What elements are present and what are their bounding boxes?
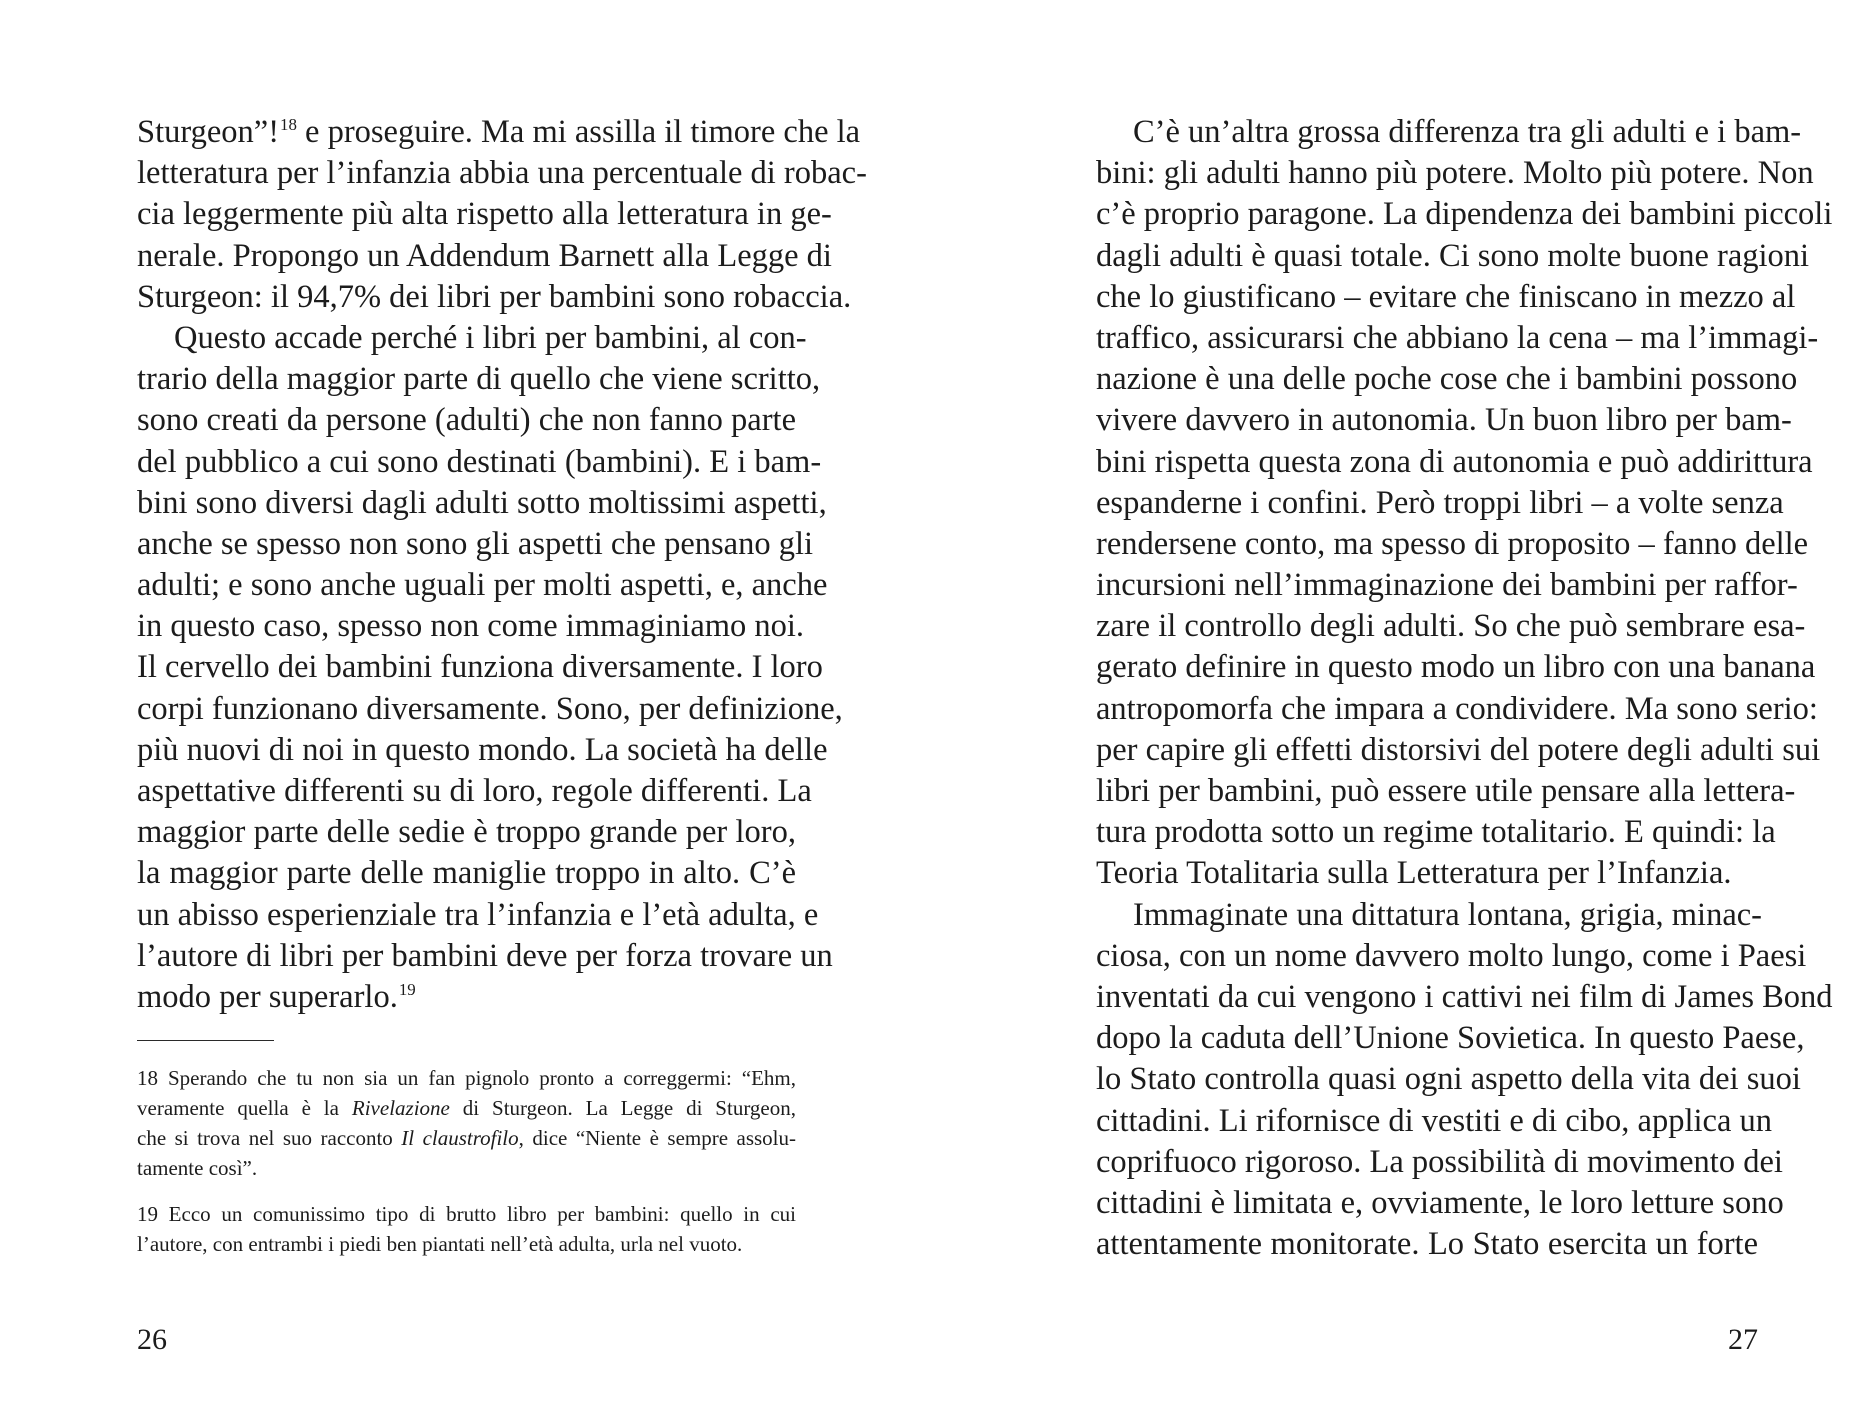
text-line: vivere davvero in autonomia. Un buon libro per bam- [1096,402,1792,439]
text-line: lo Stato controlla quasi ogni aspetto della vita dei suoi [1096,1061,1801,1098]
text-line: cittadini è limitata e, ovviamente, le loro letture sono [1096,1184,1784,1221]
left-paragraph-2 [137,318,843,1018]
text-line: Immaginate una dittatura lontana, grigia, minac- [1133,896,1763,933]
text-line: che lo giustificano – evitare che finiscano in mezzo al [1096,278,1796,315]
right-paragraph-2 [1096,895,1833,1266]
text-line: C’è un’altra grossa differenza tra gli adulti e i bam- [1133,114,1802,150]
text-line: per capire gli effetti distorsivi del potere degli adulti sui [1096,731,1821,768]
text-line: bini rispetta questa zona di autonomia e può addirittura [1096,443,1813,480]
text-line: Sturgeon: il 94,7% dei libri per bambini sono robaccia. [137,278,852,315]
text-line: Teoria Totalitaria sulla Letteratura per l’Infanzia. [1096,855,1732,892]
left-body-text [137,112,867,1018]
text-line: nazione è una delle poche cose che i bambini possono [1096,361,1798,398]
right-page [936,0,1872,1415]
footnote-line: 18 Sperando che tu non sia un fan pignolo pronto a correggermi: “Ehm, [137,1066,796,1090]
text-line: del pubblico a cui sono destinati (bambini). E i bam- [137,443,822,480]
text-line: rendersene conto, ma spesso di proposito – fanno delle [1096,525,1809,562]
footnote-line: 19 Ecco un comunissimo tipo di brutto libro per bambini: quello in cui [137,1202,796,1226]
text-line: coprifuoco rigoroso. La possibilità di movimento dei [1096,1143,1783,1180]
text-line: Sturgeon”!$^{18}$ e proseguire. Ma mi assilla il timore che la [137,114,861,150]
text-line: cia leggermente più alta rispetto alla letteratura in ge- [137,196,832,233]
text-line: in questo caso, spesso non come immaginiamo noi. [137,608,805,645]
text-line: sono creati da persone (adulti) che non fanno parte [137,402,796,439]
text-line: cittadini. Li rifornisce di vestiti e di cibo, applica un [1096,1102,1772,1139]
footnote-line: che si trova nel suo racconto Il claustrofilo, dice “Niente è sempre assolu- [137,1126,797,1150]
text-line: aspettative differenti su di loro, regole differenti. La [137,773,812,809]
text-line: letteratura per l’infanzia abbia una percentuale di robac- [137,155,867,192]
text-line: adulti; e sono anche uguali per molti aspetti, e, anche [137,567,828,604]
text-line: gerato definire in questo modo un libro con una banana [1096,649,1816,686]
text-line: anche se spesso non sono gli aspetti che pensano gli [137,525,814,562]
text-line: traffico, assicurarsi che abbiano la cena – ma l’immagi- [1096,319,1819,356]
text-line: modo per superarlo.$^{19}$ [137,978,416,1015]
page-number: 27 [1728,1323,1758,1356]
footnote-separator [137,1040,274,1041]
text-line: l’autore di libri per bambini deve per forza trovare un [137,937,833,974]
footnote-line: l’autore, con entrambi i piedi ben piantati nell’età adulta, urla nel vuoto. [137,1232,743,1256]
text-line: libri per bambini, può essere utile pensare alla lettera- [1096,773,1796,809]
text-line: antropomorfa che impara a condividere. Ma sono serio: [1096,690,1818,727]
text-line: più nuovi di noi in questo mondo. La società ha delle [137,731,828,768]
text-line: c’è proprio paragone. La dipendenza dei bambini piccoli [1096,196,1833,233]
text-line: attentamente monitorate. Lo Stato esercita un forte [1096,1226,1758,1263]
footnote-ref-19[interactable]: 19 [398,979,416,999]
text-line: Il cervello dei bambini funziona diversamente. I loro [137,649,823,686]
text-line: un abisso esperienziale tra l’infanzia e l’età adulta, e [137,896,819,933]
text-line: bini: gli adulti hanno più potere. Molto più potere. Non [1096,155,1814,192]
text-line: bini sono diversi dagli adulti sotto moltissimi aspetti, [137,484,827,521]
page-number: 26 [137,1323,167,1356]
text-line: ciosa, con un nome davvero molto lungo, come i Paesi [1096,937,1807,974]
footnote-18 [137,1063,796,1183]
text-line: incursioni nell’immaginazione dei bambini per raffor- [1096,567,1798,604]
text-line: espanderne i confini. Però troppi libri – a volte senza [1096,484,1784,521]
footnotes [137,1063,796,1275]
text-line: corpi funzionano diversamente. Sono, per definizione, [137,690,843,727]
text-line: inventati da cui vengono i cattivi nei film di James Bond [1096,978,1833,1015]
footnote-19 [137,1199,796,1259]
right-paragraph-1 [1096,112,1833,895]
text-line: zare il controllo degli adulti. So che può sembrare esa- [1096,608,1806,645]
text-line: maggior parte delle sedie è troppo grande per loro, [137,814,796,851]
footnote-line: veramente quella è la Rivelazione di Sturgeon. La Legge di Sturgeon, [137,1096,797,1120]
right-body-text [1096,112,1833,1265]
text-line: dopo la caduta dell’Unione Sovietica. In questo Paese, [1096,1020,1805,1057]
left-paragraph-1 [137,112,867,318]
text-line: tura prodotta sotto un regime totalitario. E quindi: la [1096,814,1776,851]
text-line: trario della maggior parte di quello che viene scritto, [137,361,821,398]
text-line: nerale. Propongo un Addendum Barnett alla Legge di [137,237,832,274]
text-line: dagli adulti è quasi totale. Ci sono molte buone ragioni [1096,237,1810,274]
text-line: la maggior parte delle maniglie troppo in alto. C’è [137,855,796,892]
text-line: Questo accade perché i libri per bambini, al con- [174,319,807,356]
footnote-ref-18[interactable]: 18 [280,114,297,134]
footnote-line: tamente così”. [137,1156,258,1180]
